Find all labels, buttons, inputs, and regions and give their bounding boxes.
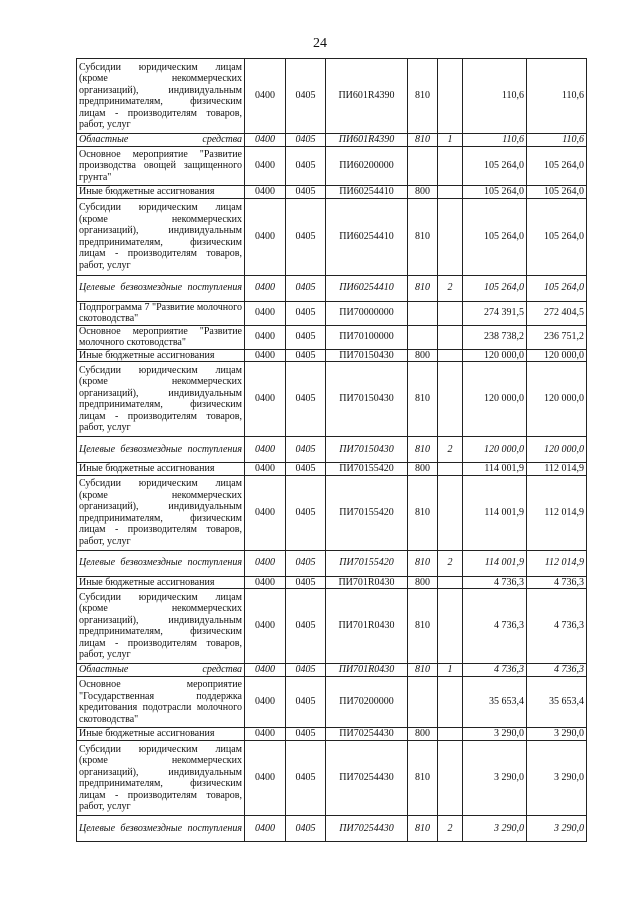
funding-source-code: 1 <box>438 664 463 677</box>
expense-type-code: 810 <box>408 275 438 301</box>
subsection-code: 0405 <box>286 325 326 349</box>
subsection-code: 0405 <box>286 576 326 589</box>
section-code: 0400 <box>245 728 286 741</box>
section-code: 0400 <box>245 362 286 437</box>
subsection-code: 0405 <box>286 301 326 325</box>
target-article-code: ПИ601R4390 <box>326 59 408 134</box>
amount-year-1: 114 001,9 <box>463 550 527 576</box>
budget-table-body <box>77 59 587 842</box>
row-name: Иные бюджетные ассигнования <box>77 576 245 589</box>
amount-year-2: 112 014,9 <box>527 475 587 550</box>
section-code: 0400 <box>245 325 286 349</box>
amount-year-2: 105 264,0 <box>527 198 587 275</box>
subsection-code: 0405 <box>286 437 326 463</box>
section-code: 0400 <box>245 475 286 550</box>
funding-source-code <box>438 362 463 437</box>
row-name: Подпрограмма 7 "Развитие молочного скотоводства" <box>77 301 245 325</box>
funding-source-code <box>438 677 463 728</box>
table-row <box>77 741 587 816</box>
amount-year-2: 272 404,5 <box>527 301 587 325</box>
row-name: Основное мероприятие "Развитие молочного скотоводства" <box>77 325 245 349</box>
table-row <box>77 463 587 476</box>
funding-source-code <box>438 589 463 664</box>
amount-year-1: 3 290,0 <box>463 816 527 842</box>
target-article-code: ПИ60254410 <box>326 186 408 199</box>
funding-source-code <box>438 728 463 741</box>
amount-year-2: 236 751,2 <box>527 325 587 349</box>
subsection-code: 0405 <box>286 362 326 437</box>
amount-year-1: 120 000,0 <box>463 437 527 463</box>
amount-year-2: 4 736,3 <box>527 576 587 589</box>
row-name: Областные средства <box>77 664 245 677</box>
funding-source-code: 2 <box>438 275 463 301</box>
table-row <box>77 576 587 589</box>
target-article-code: ПИ701R0430 <box>326 664 408 677</box>
expense-type-code: 810 <box>408 589 438 664</box>
row-name: Целевые безвозмездные поступления <box>77 275 245 301</box>
row-name: Целевые безвозмездные поступления <box>77 437 245 463</box>
row-name: Областные средства <box>77 134 245 147</box>
amount-year-2: 120 000,0 <box>527 349 587 362</box>
subsection-code: 0405 <box>286 664 326 677</box>
target-article-code: ПИ70100000 <box>326 325 408 349</box>
row-name: Субсидии юридическим лицам (кроме некоммерческих организаций), индивидуальным предпринимателям, физическим лицам - производителям товаров, работ, услуг <box>77 59 245 134</box>
table-row <box>77 816 587 842</box>
table-row <box>77 301 587 325</box>
amount-year-1: 105 264,0 <box>463 275 527 301</box>
table-row <box>77 275 587 301</box>
table-row <box>77 664 587 677</box>
row-name: Иные бюджетные ассигнования <box>77 186 245 199</box>
section-code: 0400 <box>245 59 286 134</box>
funding-source-code <box>438 301 463 325</box>
target-article-code: ПИ60254410 <box>326 198 408 275</box>
section-code: 0400 <box>245 198 286 275</box>
expense-type-code: 800 <box>408 728 438 741</box>
expense-type-code: 810 <box>408 741 438 816</box>
expense-type-code <box>408 325 438 349</box>
expense-type-code: 810 <box>408 198 438 275</box>
table-row <box>77 59 587 134</box>
subsection-code: 0405 <box>286 677 326 728</box>
funding-source-code <box>438 349 463 362</box>
expense-type-code <box>408 147 438 186</box>
section-code: 0400 <box>245 816 286 842</box>
amount-year-1: 3 290,0 <box>463 728 527 741</box>
amount-year-1: 274 391,5 <box>463 301 527 325</box>
amount-year-1: 238 738,2 <box>463 325 527 349</box>
table-row <box>77 134 587 147</box>
table-row <box>77 677 587 728</box>
amount-year-2: 110,6 <box>527 59 587 134</box>
expense-type-code <box>408 301 438 325</box>
row-name: Основное мероприятие "Государственная поддержка кредитования подотрасли молочного скотоводства" <box>77 677 245 728</box>
row-name: Субсидии юридическим лицам (кроме некоммерческих организаций), индивидуальным предпринимателям, физическим лицам - производителям товаров, работ, услуг <box>77 198 245 275</box>
expense-type-code: 800 <box>408 576 438 589</box>
subsection-code: 0405 <box>286 147 326 186</box>
section-code: 0400 <box>245 275 286 301</box>
amount-year-2: 105 264,0 <box>527 275 587 301</box>
funding-source-code <box>438 59 463 134</box>
funding-source-code: 2 <box>438 816 463 842</box>
table-row <box>77 589 587 664</box>
target-article-code: ПИ70150430 <box>326 362 408 437</box>
row-name: Основное мероприятие "Развитие производства овощей защищенного грунта" <box>77 147 245 186</box>
funding-source-code: 2 <box>438 437 463 463</box>
funding-source-code <box>438 198 463 275</box>
target-article-code: ПИ70155420 <box>326 475 408 550</box>
target-article-code: ПИ70155420 <box>326 550 408 576</box>
row-name: Иные бюджетные ассигнования <box>77 463 245 476</box>
amount-year-1: 114 001,9 <box>463 475 527 550</box>
section-code: 0400 <box>245 147 286 186</box>
budget-table <box>76 58 587 842</box>
section-code: 0400 <box>245 664 286 677</box>
row-name: Целевые безвозмездные поступления <box>77 816 245 842</box>
amount-year-1: 114 001,9 <box>463 463 527 476</box>
amount-year-2: 3 290,0 <box>527 816 587 842</box>
amount-year-2: 4 736,3 <box>527 589 587 664</box>
funding-source-code <box>438 741 463 816</box>
expense-type-code <box>408 677 438 728</box>
target-article-code: ПИ70150430 <box>326 349 408 362</box>
section-code: 0400 <box>245 186 286 199</box>
target-article-code: ПИ70155420 <box>326 463 408 476</box>
target-article-code: ПИ701R0430 <box>326 576 408 589</box>
subsection-code: 0405 <box>286 59 326 134</box>
section-code: 0400 <box>245 463 286 476</box>
expense-type-code: 810 <box>408 437 438 463</box>
expense-type-code: 810 <box>408 664 438 677</box>
row-name: Иные бюджетные ассигнования <box>77 728 245 741</box>
table-row <box>77 437 587 463</box>
section-code: 0400 <box>245 437 286 463</box>
table-row <box>77 198 587 275</box>
funding-source-code <box>438 475 463 550</box>
subsection-code: 0405 <box>286 463 326 476</box>
amount-year-2: 105 264,0 <box>527 186 587 199</box>
expense-type-code: 810 <box>408 475 438 550</box>
section-code: 0400 <box>245 349 286 362</box>
row-name: Субсидии юридическим лицам (кроме некоммерческих организаций), индивидуальным предпринимателям, физическим лицам - производителям товаров, работ, услуг <box>77 589 245 664</box>
amount-year-1: 4 736,3 <box>463 576 527 589</box>
table-row <box>77 325 587 349</box>
target-article-code: ПИ70254430 <box>326 741 408 816</box>
row-name: Субсидии юридическим лицам (кроме некоммерческих организаций), индивидуальным предпринимателям, физическим лицам - производителям товаров, работ, услуг <box>77 475 245 550</box>
target-article-code: ПИ70254430 <box>326 816 408 842</box>
target-article-code: ПИ601R4390 <box>326 134 408 147</box>
expense-type-code: 810 <box>408 362 438 437</box>
amount-year-2: 120 000,0 <box>527 437 587 463</box>
funding-source-code: 2 <box>438 550 463 576</box>
expense-type-code: 810 <box>408 59 438 134</box>
section-code: 0400 <box>245 677 286 728</box>
amount-year-2: 3 290,0 <box>527 728 587 741</box>
section-code: 0400 <box>245 576 286 589</box>
amount-year-1: 4 736,3 <box>463 664 527 677</box>
expense-type-code: 810 <box>408 550 438 576</box>
table-row <box>77 550 587 576</box>
table-row <box>77 186 587 199</box>
amount-year-1: 120 000,0 <box>463 349 527 362</box>
row-name: Субсидии юридическим лицам (кроме некоммерческих организаций), индивидуальным предпринимателям, физическим лицам - производителям товаров, работ, услуг <box>77 741 245 816</box>
target-article-code: ПИ60254410 <box>326 275 408 301</box>
expense-type-code: 800 <box>408 349 438 362</box>
amount-year-2: 105 264,0 <box>527 147 587 186</box>
expense-type-code: 810 <box>408 134 438 147</box>
table-row <box>77 728 587 741</box>
subsection-code: 0405 <box>286 816 326 842</box>
amount-year-2: 3 290,0 <box>527 741 587 816</box>
subsection-code: 0405 <box>286 741 326 816</box>
subsection-code: 0405 <box>286 589 326 664</box>
subsection-code: 0405 <box>286 728 326 741</box>
table-row <box>77 362 587 437</box>
amount-year-2: 4 736,3 <box>527 664 587 677</box>
funding-source-code <box>438 147 463 186</box>
row-name: Иные бюджетные ассигнования <box>77 349 245 362</box>
funding-source-code <box>438 576 463 589</box>
expense-type-code: 800 <box>408 463 438 476</box>
funding-source-code: 1 <box>438 134 463 147</box>
subsection-code: 0405 <box>286 550 326 576</box>
amount-year-1: 110,6 <box>463 134 527 147</box>
amount-year-1: 35 653,4 <box>463 677 527 728</box>
target-article-code: ПИ70000000 <box>326 301 408 325</box>
subsection-code: 0405 <box>286 198 326 275</box>
section-code: 0400 <box>245 550 286 576</box>
subsection-code: 0405 <box>286 475 326 550</box>
subsection-code: 0405 <box>286 186 326 199</box>
target-article-code: ПИ70200000 <box>326 677 408 728</box>
section-code: 0400 <box>245 741 286 816</box>
section-code: 0400 <box>245 589 286 664</box>
table-row <box>77 147 587 186</box>
amount-year-2: 120 000,0 <box>527 362 587 437</box>
page-number: 24 <box>313 36 327 51</box>
row-name: Целевые безвозмездные поступления <box>77 550 245 576</box>
subsection-code: 0405 <box>286 134 326 147</box>
funding-source-code <box>438 186 463 199</box>
target-article-code: ПИ70254430 <box>326 728 408 741</box>
amount-year-1: 110,6 <box>463 59 527 134</box>
section-code: 0400 <box>245 301 286 325</box>
target-article-code: ПИ60200000 <box>326 147 408 186</box>
table-row <box>77 475 587 550</box>
amount-year-1: 3 290,0 <box>463 741 527 816</box>
subsection-code: 0405 <box>286 275 326 301</box>
table-row <box>77 349 587 362</box>
section-code: 0400 <box>245 134 286 147</box>
amount-year-2: 110,6 <box>527 134 587 147</box>
funding-source-code <box>438 325 463 349</box>
amount-year-2: 35 653,4 <box>527 677 587 728</box>
amount-year-1: 105 264,0 <box>463 186 527 199</box>
amount-year-1: 4 736,3 <box>463 589 527 664</box>
amount-year-1: 105 264,0 <box>463 198 527 275</box>
amount-year-2: 112 014,9 <box>527 550 587 576</box>
amount-year-1: 105 264,0 <box>463 147 527 186</box>
target-article-code: ПИ70150430 <box>326 437 408 463</box>
funding-source-code <box>438 463 463 476</box>
expense-type-code: 800 <box>408 186 438 199</box>
amount-year-2: 112 014,9 <box>527 463 587 476</box>
target-article-code: ПИ701R0430 <box>326 589 408 664</box>
expense-type-code: 810 <box>408 816 438 842</box>
row-name: Субсидии юридическим лицам (кроме некоммерческих организаций), индивидуальным предпринимателям, физическим лицам - производителям товаров, работ, услуг <box>77 362 245 437</box>
amount-year-1: 120 000,0 <box>463 362 527 437</box>
subsection-code: 0405 <box>286 349 326 362</box>
